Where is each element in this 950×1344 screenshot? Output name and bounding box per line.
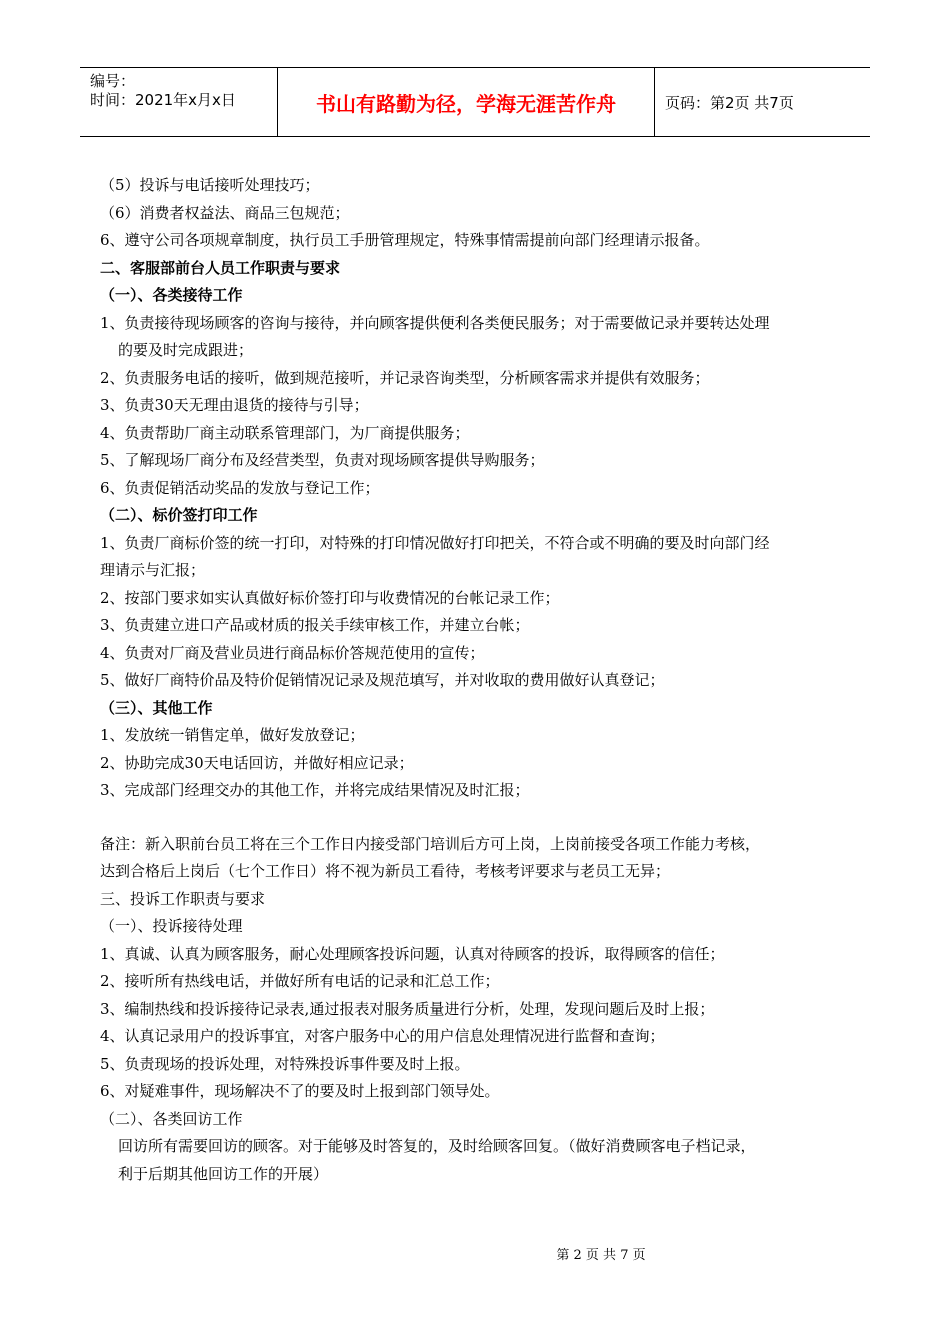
list-item: 2、按部门要求如实认真做好标价签打印与收费情况的台帐记录工作； [100,588,560,607]
header-motto: 书山有路勤为径，学海无涯苦作舟 [278,68,655,136]
subsection-heading: （一）、各类接待工作 [100,286,243,304]
subsection-heading: （一）、投诉接待处理 [100,917,243,935]
list-item: 1、负责厂商标价签的统一打印，对特殊的打印情况做好打印把关，不符合或不明确的要及时向部门经 [100,533,770,552]
footer-page-number: 第 2 页 共 7 页 [556,1248,646,1263]
document-number-label: 编号： [90,72,136,90]
list-item: 2、接听所有热线电话，并做好所有电话的记录和汇总工作； [100,972,500,990]
list-item: 1、发放统一销售定单，做好发放登记； [100,726,365,744]
document-body [100,172,860,1188]
list-item: 1、负责接待现场顾客的咨询与接待，并向顾客提供便利各类便民服务；对于需要做记录并要转达处理 [100,313,770,332]
list-item: 2、协助完成30天电话回访，并做好相应记录； [100,753,414,772]
list-item: 1、真诚、认真为顾客服务，耐心处理顾客投诉问题，认真对待顾客的投诉，取得顾客的信任； [100,944,725,963]
list-item: 6、遵守公司各项规章制度，执行员工手册管理规定，特殊事情需提前向部门经理请示报备。 [100,231,710,249]
list-item: 6、负责促销活动奖品的发放与登记工作； [100,478,380,497]
list-item: （5）投诉与电话接听处理技巧； [100,176,320,194]
list-item-continuation: 理请示与汇报； [100,561,206,579]
list-item: 4、负责帮助厂商主动联系管理部门，为厂商提供服务； [100,423,470,442]
note-paragraph: 备注：新入职前台员工将在三个工作日内接受部门培训后方可上岗，上岗前接受各项工作能力考核， [100,834,761,853]
list-item: 4、认真记录用户的投诉事宜，对客户服务中心的用户信息处理情况进行监督和查询； [100,1027,665,1045]
list-item: 5、了解现场厂商分布及经营类型，负责对现场顾客提供导购服务； [100,451,545,469]
list-item: 2、负责服务电话的接听，做到规范接听，并记录咨询类型，分析顾客需求并提供有效服务； [100,368,710,387]
list-item: 4、负责对厂商及营业员进行商品标价答规范使用的宣传； [100,643,485,662]
list-item: 6、对疑难事件，现场解决不了的要及时上报到部门领导处。 [100,1082,500,1100]
spacer [100,805,860,831]
list-item-continuation: 的要及时完成跟进； [118,341,254,359]
header-page-info: 页码：第2页 共7页 [665,93,794,112]
list-item: 3、编制热线和投诉接待记录表,通过报表对服务质量进行分析，处理，发现问题后及时上报； [100,999,715,1018]
subsection-heading: （二）、标价签打印工作 [100,506,258,524]
page-footer [0,1244,950,1263]
paragraph: 回访所有需要回访的顾客。对于能够及时答复的，及时给顾客回复。（做好消费顾客电子档记录， [118,1137,756,1155]
list-item: 3、完成部门经理交办的其他工作，并将完成结果情况及时汇报； [100,781,530,799]
list-item: 5、做好厂商特价品及特价促销情况记录及规范填写，并对收取的费用做好认真登记； [100,671,665,689]
section-heading: 二、客服部前台人员工作职责与要求 [100,258,341,277]
list-item: （6）消费者权益法、商品三包规范； [100,203,350,222]
page-header [80,67,870,137]
list-item: 5、负责现场的投诉处理，对特殊投诉事件要及时上报。 [100,1054,470,1073]
list-item: 3、负责30天无理由退货的接待与引导； [100,396,369,414]
list-item: 3、负责建立进口产品或材质的报关手续审核工作，并建立台帐； [100,616,530,634]
header-meta [80,68,278,136]
note-paragraph-continuation: 达到合格后上岗后（七个工作日）将不视为新员工看待，考核考评要求与老员工无异； [100,862,671,880]
section-heading: 三、投诉工作职责与要求 [100,889,266,908]
subsection-heading: （三）、其他工作 [100,698,213,717]
subsection-heading: （二）、各类回访工作 [100,1109,243,1128]
document-date: 时间：2021年x月x日 [90,91,236,109]
paragraph-continuation: 利于后期其他回访工作的开展） [118,1164,329,1183]
